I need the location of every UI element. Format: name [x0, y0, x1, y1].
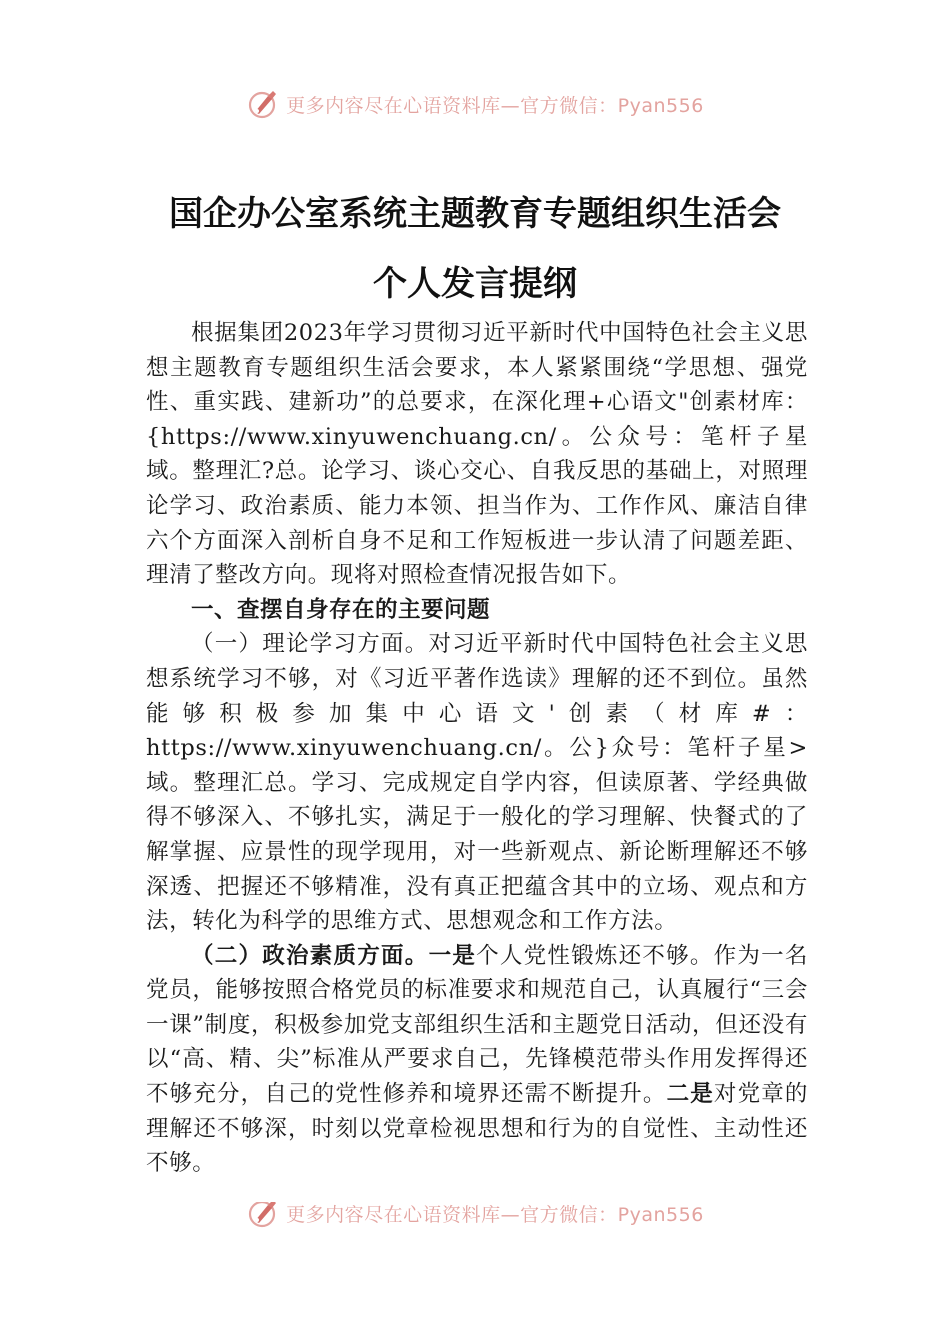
point-marker-1: 一是	[428, 942, 477, 969]
intro-paragraph: 根据集团2023年学习贯彻习近平新时代中国特色社会主义思想主题教育专题组织生活会要求，本人紧紧围绕“学思想、强党性、重实践、建新功”的总要求，在深化理+心语文"创素材库：{https://www.xinyuwenchuang.cn/。公众号：笔杆子星域。整理汇?总。论学习、谈心交心、自我反思的基础上，对照理论学习、政治素质、能力本领、担当作为、工作作风、廉洁自律六个方面深入剖析自身不足和工作短板进一步认清了问题差距、理清了整改方向。现将对照检查情况报告如下。	[146, 320, 808, 589]
point-text-2: 对党章的理解还不够深，时刻以党章检视思想和行为的自觉性、主动性还不够。	[146, 1081, 808, 1177]
paragraph-lead: （二）政治素质方面。	[191, 942, 429, 969]
document-body	[146, 316, 808, 1181]
watermark-text: 更多内容尽在心语资料库—官方微信：Pyan556	[286, 94, 704, 117]
document-title-line1: 国企办公室系统主题教育专题组织生活会	[169, 194, 781, 234]
point-marker-2: 二是	[666, 1081, 714, 1108]
point-text-1: 个人党性锻炼还不够。作为一名党员，能够按照合格党员的标准要求和规范自己，认真履行“三会一课”制度，积极参加党支部组织生活和主题党日活动，但还没有以“高、精、尖”标准从严要求自己，先锋模范带头作用发挥得还不够充分，自己的党性修养和境界还需不断提升。	[146, 942, 808, 1108]
paragraph-theory-study: （一）理论学习方面。对习近平新时代中国特色社会主义思想系统学习不够，对《习近平著作选读》理解的还不到位。虽然能够积极参加集中心语文'创素（材库#：https://www.xinyuwenchuang.cn/。公}众号：笔杆子星>域。整理汇总。学习、完成规定自学内容，但读原著、学经典做得不够深入、不够扎实，满足于一般化的学习理解、快餐式的了解掌握、应景性的现学现用，对一些新观点、新论断理解还不够深透、把握还不够精准，没有真正把蕴含其中的立场、观点和方法，转化为科学的思维方式、思想观念和工作方法。	[146, 631, 808, 935]
section-heading: 一、查摆自身存在的主要问题	[191, 596, 491, 623]
watermark-text: 更多内容尽在心语资料库—官方微信：Pyan556	[286, 1203, 704, 1226]
paragraph-political-quality	[146, 939, 808, 1181]
document-title-line2: 个人发言提纲	[373, 264, 577, 304]
watermark-banner-top	[0, 84, 950, 124]
pen-logo-icon	[246, 87, 280, 121]
watermark-banner-bottom	[0, 1202, 950, 1238]
pen-logo-icon	[246, 1202, 280, 1230]
